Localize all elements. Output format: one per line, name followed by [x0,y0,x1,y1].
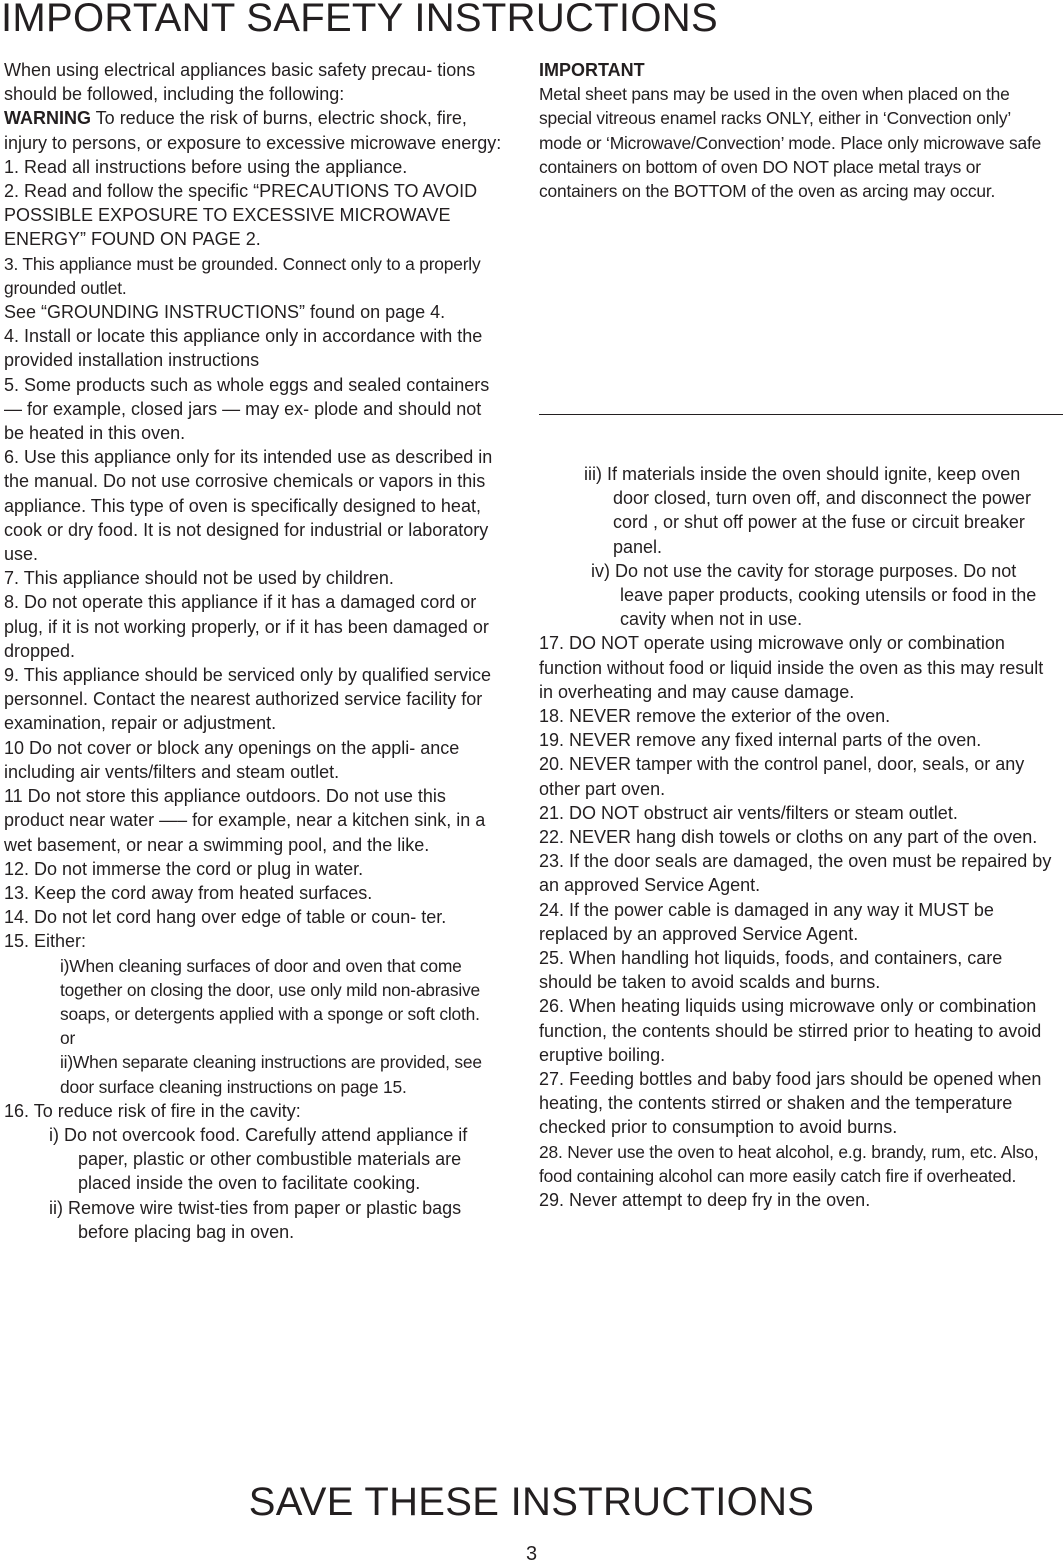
sub-item: ii)When separate cleaning instructions are provided, see door surface cleaning instructions on page 15. [60,1052,482,1097]
instruction-item: 13. Keep the cord away from heated surfaces. [4,882,373,903]
instruction-item: 25. When handling hot liquids, foods, and containers, care should be taken to avoid scalds and burns. [539,948,1003,993]
instruction-item: 12. Do not immerse the cord or plug in water. [4,858,364,879]
right-column [539,462,1055,1212]
sub-item: i) Do not overcook food. Carefully attend appliance if paper, plastic or other combustible materials are placed inside the oven to facilitate cooking. [49,1124,468,1194]
important-text: Metal sheet pans may be used in the oven when placed on the special vitreous enamel racks ONLY, either in ‘Convection only’ mode or ‘Microwave/Convection’ mode. Place only microwave safe containers on bottom of oven DO NOT place metal trays or containers on the BOTTOM of the oven as arcing may occur. [539,84,1042,202]
instruction-item: 4. Install or locate this appliance only in accordance with the provided installation instructions [4,326,483,371]
sub-item: i)When cleaning surfaces of door and oven that come together on closing the door, use only mild non-abrasive soaps, or detergents applied with a sponge or soft cloth. [60,955,480,1024]
sub-item: iii) If materials inside the oven should ignite, keep oven door closed, turn oven off, and disconnect the power cord , or shut off power at the fuse or circuit breaker panel. [584,464,1031,557]
save-instructions-heading: SAVE THESE INSTRUCTIONS [248,1480,815,1524]
sub-item-or: or [60,1028,76,1049]
important-label: IMPORTANT [539,60,645,80]
horizontal-divider [539,414,1063,415]
warning-text: To reduce the risk of burns, electric shock, fire, injury to persons, or exposure to excessive microwave energy: [4,108,502,153]
sub-item-wrapper [4,1123,504,1196]
warning-paragraph [4,106,504,154]
instruction-item: 18. NEVER remove the exterior of the oven. [539,706,891,727]
sub-item: ii) Remove wire twist-ties from paper or plastic bags before placing bag in oven. [49,1197,462,1242]
instruction-item: 3. This appliance must be grounded. Connect only to a properly grounded outlet. [4,253,481,298]
instruction-item: 27. Feeding bottles and baby food jars should be opened when heating, the contents stirred or shaken and the temperature checked prior to consumption to avoid burns. [539,1069,1042,1138]
instruction-item: 23. If the door seals are damaged, the oven must be repaired by an approved Service Agent. [539,851,1052,896]
instruction-item: 2. Read and follow the specific “PRECAUTIONS TO AVOID POSSIBLE EXPOSURE TO EXCESSIVE MICROWAVE ENERGY” FOUND ON PAGE 2. [4,181,478,250]
instruction-item: 19. NEVER remove any fixed internal parts of the oven. [539,730,982,751]
instruction-item: 17. DO NOT operate using microwave only or combination function without food or liquid inside the oven as this may result in overheating and may cause damage. [539,633,1044,702]
important-block [539,58,1055,203]
sub-item-wrapper [539,462,1055,559]
instruction-item: 20. NEVER tamper with the control panel, door, seals, or any other part oven. [539,754,1025,799]
warning-label: WARNING [4,108,91,129]
instruction-item: 26. When heating liquids using microwave only or combination function, the contents should be stirred prior to heating to avoid eruptive boiling. [539,996,1042,1065]
instruction-item: 10 Do not cover or block any openings on the appli- ance including air vents/filters and steam outlet. [4,737,460,782]
instruction-item: 7. This appliance should not be used by children. [4,568,394,589]
instruction-item: 28. Never use the oven to heat alcohol, e.g. brandy, rum, etc. Also, food containing alcohol can more easily catch fire if overheated. [539,1141,1039,1186]
instruction-item: 11 Do not store this appliance outdoors. Do not use this product near water —– for example, near a kitchen sink, in a wet basement, or near a swimming pool, and the like. [4,786,486,855]
sub-item-wrapper [539,559,1055,632]
instruction-item: 21. DO NOT obstruct air vents/filters or steam outlet. [539,802,958,823]
instruction-item: 29. Never attempt to deep fry in the oven. [539,1190,871,1211]
page-title: IMPORTANT SAFETY INSTRUCTIONS [1,0,718,40]
instruction-item: 14. Do not let cord hang over edge of table or coun- ter. [4,907,447,928]
instruction-item: 8. Do not operate this appliance if it has a damaged cord or plug, if it is not working properly, or if it has been damaged or dropped. [4,592,489,661]
intro-text: When using electrical appliances basic safety precau- tions should be followed, including the following: [4,60,476,105]
instruction-item: 24. If the power cable is damaged in any way it MUST be replaced by an approved Service Agent. [539,899,994,944]
page-number: 3 [525,1543,538,1565]
instruction-item: 22. NEVER hang dish towels or cloths on any part of the oven. [539,827,1038,848]
sub-item: iv) Do not use the cavity for storage purposes. Do not leave paper products, cooking utensils or food in the cavity when not in use. [591,560,1037,630]
instruction-item: 6. Use this appliance only for its intended use as described in the manual. Do not use corrosive chemicals or vapors in this appliance. This type of oven is specifically designed to heat, cook or dry food. It is not designed for industrial or laboratory use. [4,447,493,565]
instruction-item: 5. Some products such as whole eggs and sealed containers — for example, closed jars — may ex- plode and should not be heated in this oven. [4,374,490,444]
grounding-note: See “GROUNDING INSTRUCTIONS” found on page 4. [4,302,446,323]
left-column [4,58,504,1244]
instruction-item: 16. To reduce risk of fire in the cavity: [4,1100,301,1121]
instruction-item: 9. This appliance should be serviced only by qualified service personnel. Contact the nearest authorized service facility for examination, repair or adjustment. [4,665,491,734]
instruction-item: 1. Read all instructions before using the appliance. [4,156,408,177]
instruction-item: 15. Either: [4,931,87,952]
sub-item-wrapper [4,1196,504,1244]
